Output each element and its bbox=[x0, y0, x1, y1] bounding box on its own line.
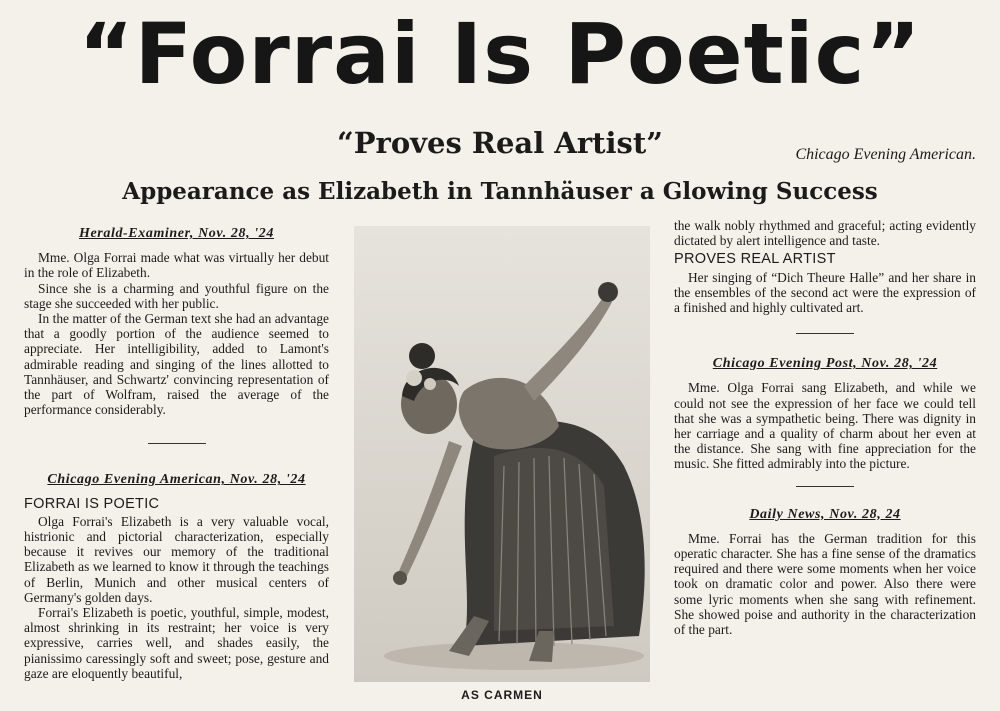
review-dateline-daily-news: Daily News, Nov. 28, 24 bbox=[749, 506, 901, 522]
review-paragraph: Mme. Olga Forrai made what was virtually her debut in the role of Elizabeth. bbox=[24, 250, 329, 281]
photo-caption: AS CARMEN bbox=[461, 688, 543, 702]
review-paragraph: Mme. Olga Forrai sang Elizabeth, and while we could not see the expression of her face we could tell that she was a sympathetic being. There was dignity in her carriage and a quality of charm about her even at the distance. She sang with fine appreciation for the music. She fitted admirably into the picture. bbox=[674, 380, 976, 472]
section-heading: FORRAI IS POETIC bbox=[24, 495, 160, 512]
left-column bbox=[24, 226, 329, 681]
deckline: Appearance as Elizabeth in Tannhäuser a Glowing Success bbox=[122, 178, 878, 205]
review-dateline-evening-post: Chicago Evening Post, Nov. 28, '24 bbox=[712, 356, 938, 372]
review-dateline-evening-american: Chicago Evening American, Nov. 28, '24 bbox=[47, 472, 306, 488]
review-paragraph: Olga Forrai's Elizabeth is a very valuable vocal, histrionic and pictorial characterization, especially because it revives our memory of the traditional Elizabeth as we learned to know it through the teachings of Berlin, Munich and other musical centers of Germany's golden days. bbox=[24, 513, 329, 605]
review-paragraph: Her singing of “Dich Theure Halle” and her share in the ensembles of the second act were the expression of a finished and highly cultivated art. bbox=[674, 269, 976, 316]
review-dateline-herald-examiner: Herald-Examiner, Nov. 28, '24 bbox=[79, 226, 274, 241]
review-paragraph: Mme. Forrai has the German tradition for this operatic character. She has a fine sense of the dramatics required and there were some moments when her voice took on dramatic color and power. Also there were some lyric moments when she sang with refinement. She showed poise and authority in the characterization of the part. bbox=[674, 530, 976, 638]
subhead: “Proves Real Artist” bbox=[337, 126, 663, 160]
review-paragraph: the walk nobly rhythmed and graceful; acting evidently dictated by alert intelligence and taste. bbox=[674, 218, 976, 249]
section-heading: PROVES REAL ARTIST bbox=[674, 251, 836, 268]
review-paragraph: Forrai's Elizabeth is poetic, youthful, simple, modest, almost shrinking in its restraint; her voice is very expressive, carries well, and shades easily, the pianissimo caressingly soft and sweet; pose, gesture and gaze are eloquently beautiful, bbox=[24, 605, 329, 681]
subhead-source: Chicago Evening American. bbox=[795, 146, 976, 163]
dancer-photo bbox=[354, 226, 650, 682]
review-paragraph: Since she is a charming and youthful figure on the stage she succeeded with her public. bbox=[24, 280, 329, 311]
right-column bbox=[674, 218, 976, 637]
dancer-illustration bbox=[354, 226, 650, 682]
review-paragraph: In the matter of the German text she had an advantage that a goodly portion of the audience seemed to appreciate. Her intelligibility, added to Lamont's admirable reading and singing of the lines allotted to Tannhäuser, and Schwartz' convincing representation of the part of Wolfram, raised the average of the performance considerably. bbox=[24, 311, 329, 418]
headline: “Forrai Is Poetic” bbox=[78, 5, 922, 103]
